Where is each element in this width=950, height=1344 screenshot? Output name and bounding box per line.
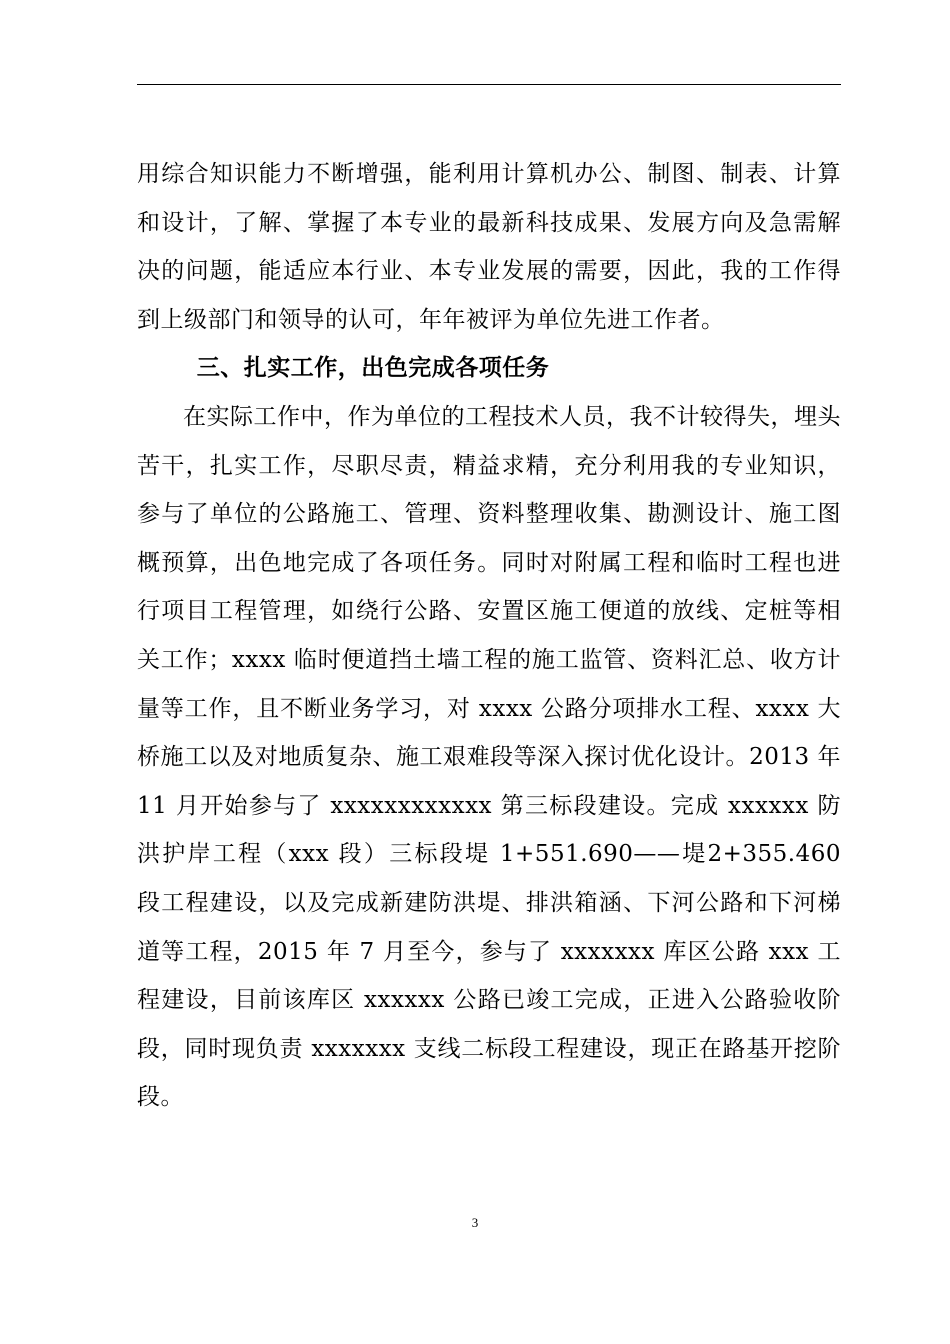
paragraph-main: 在实际工作中，作为单位的工程技术人员，我不计较得失，埋头苦干，扎实工作，尽职尽责，精益求精，充分利用我的专业知识，参与了单位的公路施工、管理、资料整理收集、勘测设计、施工图概预算，出色地完成了各项任务。同时对附属工程和临时工程也进行项目工程管理，如绕行公路、安置区施工便道的放线、定桩等相关工作；xxxx 临时便道挡土墙工程的施工监管、资料汇总、收方计量等工作，且不断业务学习，对 xxxx 公路分项排水工程、xxxx 大桥施工以及对地质复杂、施工艰难段等深入探讨优化设计。2013 年 11 月开始参与了 xxxxxxxxxxxx 第三标段建设。完成 xxxxxx 防洪护岸工程（xxx 段）三标段堤 1+551.690——堤2+355.460 段工程建设，以及完成新建防洪堤、排洪箱涵、下河公路和下河梯道等工程，2015 年 7 月至今，参与了 xxxxxxx 库区公路 xxx 工程建设，目前该库区 xxxxxx 公路已竣工完成，正进入公路验收阶段，同时现负责 xxxxxxx 支线二标段工程建设，现正在路基开挖阶段。 xyxy=(137,403,841,1111)
paragraph-continued: 用综合知识能力不断增强，能利用计算机办公、制图、制表、计算和设计，了解、掌握了本专业的最新科技成果、发展方向及急需解决的问题，能适应本行业、本专业发展的需要，因此，我的工作得到上级部门和领导的认可，年年被评为单位先进工作者。 xyxy=(137,161,841,333)
page-number: 3 xyxy=(471,1215,479,1230)
header-rule xyxy=(137,84,841,85)
section-heading: 三、扎实工作，出色完成各项任务 xyxy=(196,355,550,382)
page-body xyxy=(137,150,841,1122)
